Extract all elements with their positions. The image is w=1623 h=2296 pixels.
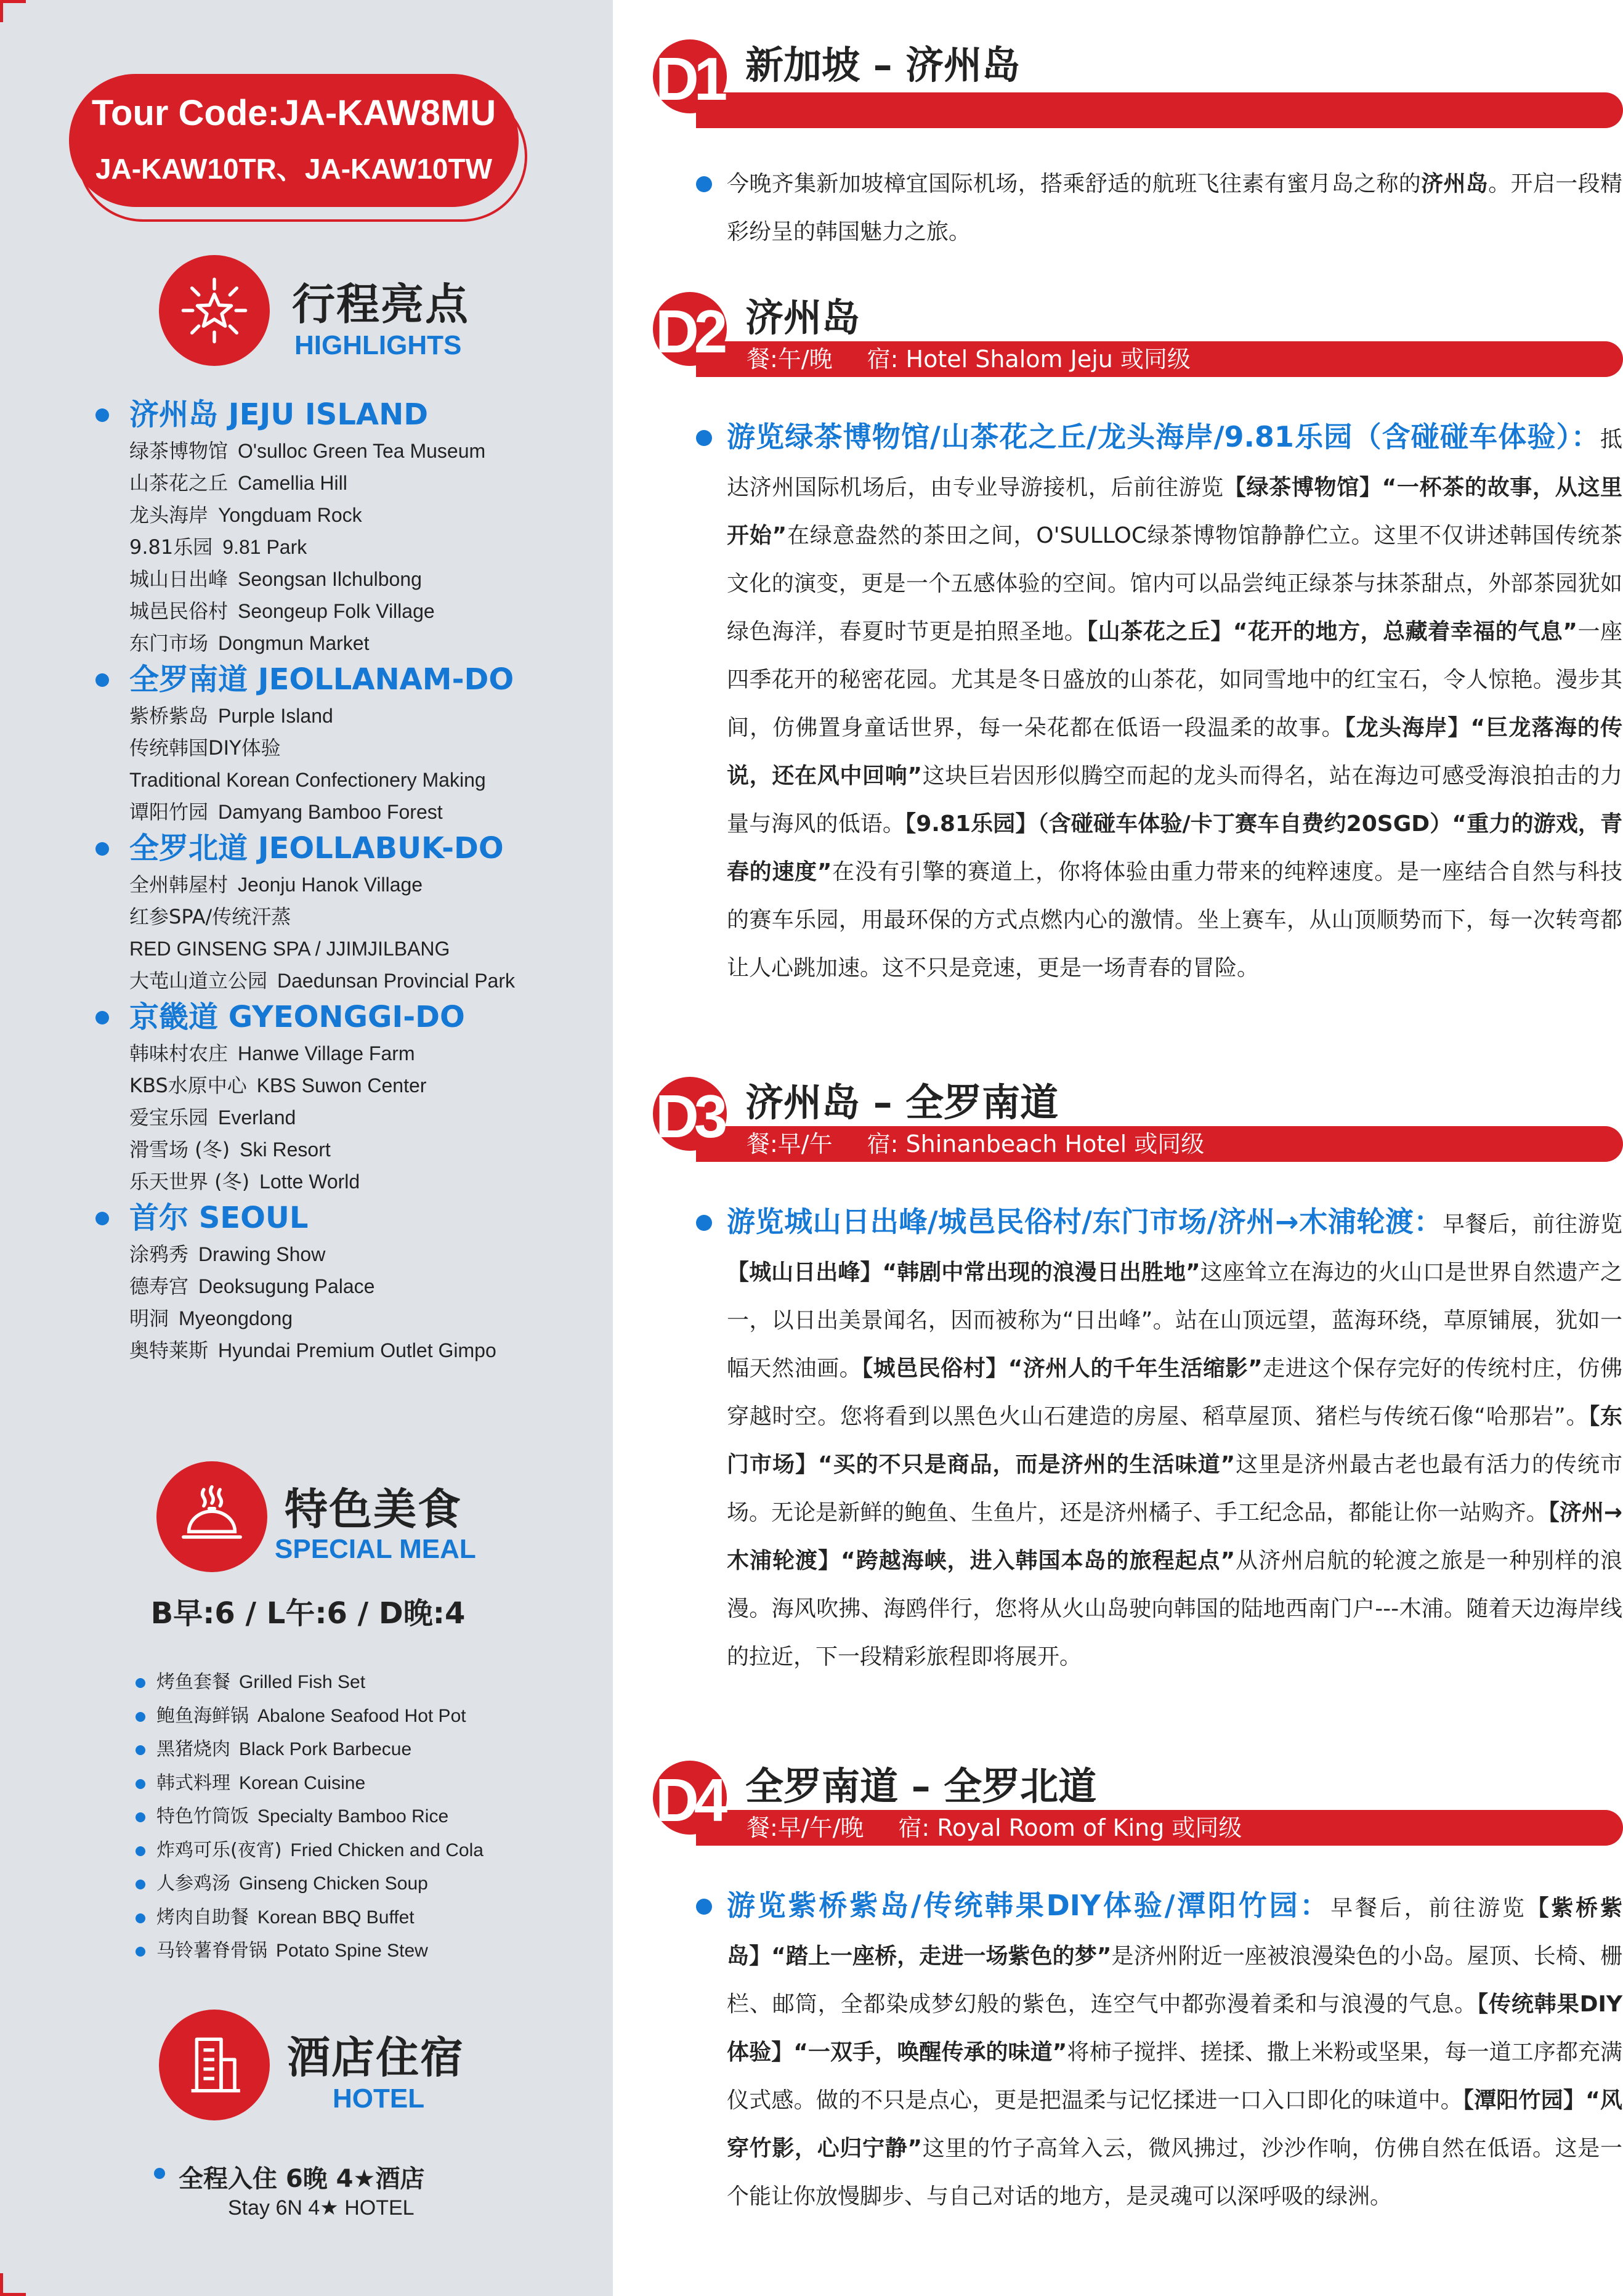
- bullet-dot: [136, 1678, 145, 1688]
- highlight-item-en: Ski Resort: [240, 1138, 331, 1161]
- day-paragraph: [727, 1198, 1622, 1681]
- highlight-item-cn: 9.81乐园: [129, 535, 213, 559]
- day-text: 今晚齐集新加坡樟宜国际机场，搭乘舒适的航班飞往素有蜜月岛之称的: [727, 171, 1422, 197]
- day-text: 。开启一段精彩纷呈的韩国魅力之旅。: [727, 171, 1622, 245]
- highlight-item: [129, 467, 604, 499]
- highlight-item-en: Deoksugung Palace: [198, 1275, 375, 1297]
- bullet-dot: [136, 1779, 145, 1789]
- meal-item-cn: 黑猪烧肉: [156, 1738, 230, 1760]
- bullet-dot: [95, 1212, 109, 1225]
- bullet-dot: [696, 176, 712, 192]
- day-text-bold: 济州岛: [1421, 171, 1489, 197]
- meal-item-cn: 特色竹筒饭: [156, 1806, 249, 1827]
- day-badge: D3: [653, 1077, 727, 1151]
- hotel-summary-en: Stay 6N 4★ HOTEL: [228, 2196, 415, 2220]
- highlight-item: [129, 1270, 604, 1302]
- highlight-item: [129, 965, 604, 997]
- day-text: 抵达济州国际机场后，由专业导游接机，后前往游览: [727, 427, 1622, 500]
- day-text: 早餐后，前往游览: [1443, 1212, 1622, 1237]
- highlight-item-cn: 谭阳竹园: [129, 800, 209, 824]
- meal-item: [134, 1800, 602, 1834]
- day-title: 济州岛: [745, 295, 860, 340]
- day-body: [698, 1198, 1622, 1681]
- day-text: 将柿子搅拌、搓揉、撒上米粉或坚果，每一道工序都充满仪式感。做的不只是点心，更是把温柔与记忆揉进一口入口即化的味道中。: [727, 2040, 1622, 2113]
- day-paragraph: [727, 413, 1622, 992]
- day-body: [698, 160, 1622, 256]
- region-name: 全罗南道 JEOLLANAM-DO: [129, 662, 514, 697]
- attraction-name: 【城山日出峰】“韩剧中常出现的浪漫日出胜地”: [727, 1260, 1200, 1285]
- region-name: 济州岛 JEJU ISLAND: [129, 397, 429, 432]
- region-name: 全罗北道 JEOLLABUK-DO: [129, 831, 504, 866]
- highlight-item-cn: 东门市场: [129, 631, 209, 655]
- meal-count: B早:6 / L午:6 / D晚:4: [150, 1596, 466, 1631]
- bullet-dot: [136, 1880, 145, 1889]
- meal-item-en: Korean BBQ Buffet: [257, 1907, 415, 1928]
- meal-item-en: Fried Chicken and Cola: [290, 1840, 484, 1860]
- bullet-dot: [95, 408, 109, 422]
- highlight-item-en: Dongmun Market: [218, 632, 370, 654]
- attraction-name: 【9.81乐园】（含碰碰车体验/卡丁赛车自费约20SGD）“重力的游戏，青春的速度”: [727, 811, 1622, 885]
- day-hotel: 宿: Shinanbeach Hotel 或同级: [867, 1130, 1205, 1158]
- highlight-item: [129, 499, 604, 531]
- attraction-name: 【紫桥紫岛】“踏上一座桥，走进一场紫色的梦”: [727, 1896, 1622, 1969]
- highlight-item-en: Seongsan Ilchulbong: [238, 568, 422, 590]
- highlights-title-cn: 行程亮点: [292, 279, 469, 330]
- highlight-item: [129, 627, 604, 659]
- day-badge: D2: [653, 292, 727, 366]
- hotel-title-cn: 酒店住宿: [287, 2032, 464, 2083]
- highlight-region: [92, 997, 604, 1198]
- highlight-item-en: 9.81 Park: [222, 536, 307, 558]
- meal-title-cn: 特色美食: [285, 1484, 462, 1535]
- highlight-item-en: Traditional Korean Confectionery Making: [129, 769, 486, 791]
- meal-item-cn: 马铃薯脊骨锅: [156, 1940, 267, 1961]
- day-text: 是济州附近一座被浪漫染色的小岛。屋顶、长椅、栅栏、邮筒，全都染成梦幻般的紫色，连空气中都弥漫着柔和与浪漫的气息。: [727, 1944, 1622, 2017]
- attraction-name: 【山茶花之丘】“花开的地方，总藏着幸福的气息”: [1087, 619, 1577, 644]
- highlight-item: [129, 595, 604, 627]
- highlight-item-cn: 紫桥紫岛: [129, 704, 209, 728]
- bullet-dot: [136, 1812, 145, 1822]
- highlight-item-en: O'sulloc Green Tea Museum: [238, 440, 486, 462]
- star-burst-icon: [159, 255, 270, 366]
- highlight-item: [129, 1302, 604, 1334]
- day-meals: 餐:午/晚: [747, 346, 833, 373]
- bullet-dot: [136, 1745, 145, 1755]
- highlight-item-cn: 德寿宫: [129, 1275, 189, 1298]
- highlight-item: [129, 1069, 604, 1101]
- meal-item: [134, 1767, 602, 1801]
- tour-code-fill: [69, 74, 519, 207]
- day-paragraph: [727, 1881, 1622, 2221]
- region-heading: [129, 1198, 604, 1238]
- highlight-item-cn: 奥特莱斯: [129, 1339, 209, 1362]
- day-headline: 游览城山日出峰/城邑民俗村/东门市场/济州→木浦轮渡：: [727, 1205, 1443, 1238]
- highlight-item: [129, 700, 604, 732]
- highlight-item-cn: 大芚山道立公园: [129, 969, 268, 992]
- day-badge: D4: [653, 1761, 727, 1835]
- corner-mark-top-v: [0, 0, 3, 22]
- bullet-dot: [696, 1899, 712, 1915]
- region-heading: [129, 997, 604, 1037]
- highlight-item-cn: 乐天世界 (冬): [129, 1170, 250, 1193]
- day-text: 这里是济州最古老也最有活力的传统市场。无论是新鲜的鲍鱼、生鱼片，还是济州橘子、手工纪念品，都能让你一站购齐。: [727, 1452, 1622, 1525]
- corner-mark-bottom-v: [0, 2273, 3, 2296]
- tour-code-line2: JA-KAW10TR、JA-KAW10TW: [95, 153, 493, 185]
- day-text: 早餐后，前往游览: [1330, 1896, 1527, 1921]
- highlight-item-en: Damyang Bamboo Forest: [218, 801, 443, 823]
- highlight-item-cn: 龙头海岸: [129, 503, 209, 527]
- tour-code-line1: Tour Code:JA-KAW8MU: [91, 93, 496, 133]
- attraction-name: 【济州→木浦轮渡】“跨越海峡，进入韩国本岛的旅程起点”: [727, 1500, 1622, 1573]
- meal-item: [134, 1700, 602, 1734]
- highlight-region: [92, 659, 604, 828]
- highlight-item: [129, 764, 604, 796]
- highlight-item: [129, 869, 604, 901]
- highlight-item-cn: 涂鸦秀: [129, 1243, 189, 1266]
- bullet-dot: [136, 1712, 145, 1722]
- highlight-item-cn: 红参SPA/传统汗蒸: [129, 905, 291, 928]
- sidebar: [0, 0, 613, 2296]
- cloche-icon: [156, 1461, 267, 1572]
- attraction-name: 【龙头海岸】“巨龙落海的传说，还在风中回响”: [727, 715, 1622, 789]
- meal-item-cn: 鲍鱼海鲜锅: [156, 1705, 249, 1727]
- bullet-dot: [136, 1913, 145, 1923]
- highlight-item: [129, 796, 604, 828]
- bullet-dot: [136, 1846, 145, 1856]
- day-bar: [696, 341, 1623, 377]
- attraction-name: 【潭阳竹园】“风穿竹影，心归宁静”: [727, 2088, 1622, 2161]
- attraction-name: 【城邑民俗村】“济州人的千年生活缩影”: [862, 1356, 1263, 1381]
- hotel-building-icon: [159, 2010, 270, 2120]
- day-hotel: 宿: Royal Room of King 或同级: [898, 1814, 1242, 1841]
- meal-item-cn: 烤鱼套餐: [156, 1671, 230, 1693]
- day-text: 一座四季花开的秘密花园。尤其是冬日盛放的山茶花，如同雪地中的红宝石，令人惊艳。漫步其间，仿佛置身童话世界，每一朵花都在低语一段温柔的故事。: [727, 619, 1622, 740]
- attraction-name: 【绿茶博物馆】“一杯茶的故事，从这里开始”: [727, 475, 1622, 548]
- bullet-dot: [696, 1215, 712, 1231]
- region-heading: [129, 659, 604, 700]
- hotel-summary-cn-text: 全程入住 6晚 4★酒店: [179, 2165, 425, 2193]
- meal-item: [134, 1867, 602, 1901]
- highlight-item-en: Purple Island: [218, 705, 333, 727]
- highlight-item-cn: 绿茶博物馆: [129, 439, 229, 463]
- meal-list: [134, 1666, 602, 1968]
- day-text: 在没有引擎的赛道上，你将体验由重力带来的纯粹速度。是一座结合自然与科技的赛车乐园，用最环保的方式点燃内心的激情。坐上赛车，从山顶顺势而下，每一次转弯都让人心跳加速。这不只是竞速，更是一场青春的冒险。: [727, 859, 1622, 981]
- meal-item-en: Grilled Fish Set: [239, 1672, 366, 1692]
- day-hotel: 宿: Hotel Shalom Jeju 或同级: [867, 346, 1191, 373]
- meal-item: [134, 1901, 602, 1935]
- meal-item-cn: 人参鸡汤: [156, 1873, 230, 1894]
- day-meals: 餐:早/午/晚: [747, 1814, 864, 1841]
- highlight-item: [129, 563, 604, 595]
- highlight-item: [129, 933, 604, 965]
- corner-mark-top: [0, 0, 26, 3]
- highlight-item-cn: 全州韩屋村: [129, 873, 229, 896]
- highlight-item: [129, 1101, 604, 1134]
- region-name: 首尔 SEOUL: [129, 1201, 309, 1235]
- highlight-item-en: Drawing Show: [198, 1243, 326, 1265]
- highlight-item-cn: KBS水原中心: [129, 1074, 247, 1097]
- meal-item-en: Black Pork Barbecue: [239, 1739, 412, 1759]
- day-title: 济州岛 – 全罗南道: [745, 1080, 1059, 1125]
- attraction-name: 【传统韩果DIY体验】“一双手，唤醒传承的味道”: [727, 1992, 1622, 2065]
- day-title: 全罗南道 – 全罗北道: [745, 1764, 1097, 1809]
- highlight-item: [129, 732, 604, 764]
- region-heading: [129, 394, 604, 435]
- day-text: 这块巨岩因形似腾空而起的龙头而得名，站在海边可感受海浪拍击的力量与海风的低语。: [727, 763, 1622, 837]
- meal-item-cn: 韩式料理: [156, 1772, 230, 1794]
- highlight-item-en: RED GINSENG SPA / JJIMJILBANG: [129, 938, 450, 960]
- highlight-item: [129, 531, 604, 563]
- day-text: 在绿意盎然的茶田之间，O'SULLOC绿茶博物馆静静伫立。这里不仅讲述韩国传统茶文化的演变，更是一个五感体验的空间。馆内可以品尝纯正绿茶与抹茶甜点，外部茶园犹如绿色海洋，春夏时节更是拍照圣地。: [727, 523, 1622, 644]
- highlight-item-cn: 城邑民俗村: [129, 599, 229, 623]
- highlight-item-en: Seongeup Folk Village: [238, 600, 435, 622]
- highlight-item-en: Hanwe Village Farm: [238, 1042, 415, 1065]
- day-text: 从济州启航的轮渡之旅是一种别样的浪漫。海风吹拂、海鸥伴行，您将从火山岛驶向韩国的陆地西南门户---木浦。随着天边海岸线的拉近，下一段精彩旅程即将展开。: [727, 1548, 1622, 1669]
- meal-item-cn: 烤肉自助餐: [156, 1906, 249, 1928]
- day-bar: [696, 92, 1623, 128]
- highlight-regions: [92, 394, 604, 1366]
- meal-title-en: SPECIAL MEAL: [275, 1534, 476, 1564]
- bullet-dot: [696, 430, 712, 446]
- meal-item: [134, 1934, 602, 1968]
- highlight-item: [129, 1166, 604, 1198]
- highlight-region: [92, 828, 604, 997]
- bullet-dot: [154, 2168, 165, 2179]
- highlight-item-en: Lotte World: [259, 1170, 360, 1193]
- highlight-item-en: Yongduam Rock: [218, 504, 362, 526]
- highlight-item-en: Jeonju Hanok Village: [238, 874, 423, 896]
- highlight-item-en: Everland: [218, 1106, 296, 1129]
- highlight-item-cn: 爱宝乐园: [129, 1106, 209, 1129]
- highlight-item-cn: 明洞: [129, 1307, 169, 1330]
- highlight-item-cn: 韩味村农庄: [129, 1042, 229, 1065]
- highlight-item-en: Hyundai Premium Outlet Gimpo: [218, 1339, 496, 1361]
- highlight-item: [129, 435, 604, 467]
- day-headline: 游览紫桥紫岛/传统韩果DIY体验/潭阳竹园：: [727, 1889, 1331, 1922]
- day-meals: 餐:早/午: [747, 1130, 833, 1158]
- meal-item-en: Potato Spine Stew: [276, 1941, 428, 1961]
- bullet-dot: [95, 842, 109, 856]
- highlight-region: [92, 1198, 604, 1366]
- highlight-item: [129, 1238, 604, 1270]
- bullet-dot: [136, 1947, 145, 1957]
- highlight-item-cn: 山茶花之丘: [129, 471, 229, 495]
- day-body: [698, 1881, 1622, 2221]
- hotel-summary-cn: [179, 2159, 424, 2194]
- highlight-item-cn: 传统韩国DIY体验: [129, 736, 281, 760]
- day-bar: [696, 1810, 1623, 1846]
- tour-code-badge: [69, 74, 530, 224]
- meal-item-cn: 炸鸡可乐(夜宵): [156, 1839, 282, 1861]
- highlight-item-en: Daedunsan Provincial Park: [277, 970, 515, 992]
- day-headline: 游览绿茶博物馆/山茶花之丘/龙头海岸/9.81乐园（含碰碰车体验）：: [727, 420, 1600, 453]
- highlight-item-en: Myeongdong: [179, 1307, 293, 1329]
- meal-item-en: Korean Cuisine: [239, 1772, 366, 1793]
- highlight-item: [129, 1334, 604, 1366]
- region-name: 京畿道 GYEONGGI-DO: [129, 1000, 465, 1034]
- bullet-dot: [95, 1011, 109, 1024]
- day-text: 这里的竹子高耸入云，微风拂过，沙沙作响，仿佛自然在低语。这是一个能让你放慢脚步、与自己对话的地方，是灵魂可以深呼吸的绿洲。: [727, 2136, 1622, 2209]
- day-bar: [696, 1126, 1623, 1162]
- highlight-item: [129, 1037, 604, 1069]
- region-heading: [129, 828, 604, 869]
- meal-item: [134, 1834, 602, 1868]
- day-text: 走进这个保存完好的传统村庄，仿佛穿越时空。您将看到以黑色火山石建造的房屋、稻草屋顶、猪栏与传统石像“哈那岩”。: [727, 1356, 1622, 1429]
- meal-item-en: Abalone Seafood Hot Pot: [257, 1705, 466, 1726]
- highlight-region: [92, 394, 604, 659]
- day-paragraph: [727, 160, 1622, 256]
- highlight-item: [129, 1134, 604, 1166]
- highlight-item-en: KBS Suwon Center: [256, 1074, 427, 1097]
- hotel-title-en: HOTEL: [333, 2083, 425, 2114]
- highlight-item-cn: 城山日出峰: [129, 567, 229, 591]
- day-badge: D1: [653, 39, 727, 113]
- corner-mark-bottom: [0, 2293, 26, 2296]
- highlight-item-en: Camellia Hill: [238, 472, 347, 494]
- highlight-item: [129, 901, 604, 933]
- meal-item-en: Ginseng Chicken Soup: [239, 1873, 428, 1894]
- meal-item: [134, 1733, 602, 1767]
- meal-item: [134, 1666, 602, 1700]
- highlight-item-cn: 滑雪场 (冬): [129, 1138, 230, 1161]
- bullet-dot: [95, 673, 109, 687]
- day-title: 新加坡 – 济州岛: [745, 43, 1021, 87]
- attraction-name: 【东门市场】“买的不只是商品，而是济州的生活味道”: [727, 1404, 1622, 1477]
- day-body: [698, 413, 1622, 992]
- day-text: 这座耸立在海边的火山口是世界自然遗产之一，以日出美景闻名，因而被称为“日出峰”。站在山顶远望，蓝海环绕，草原铺展，犹如一幅天然油画。: [727, 1260, 1622, 1381]
- highlights-title-en: HIGHLIGHTS: [294, 330, 462, 360]
- meal-item-en: Specialty Bamboo Rice: [257, 1806, 449, 1827]
